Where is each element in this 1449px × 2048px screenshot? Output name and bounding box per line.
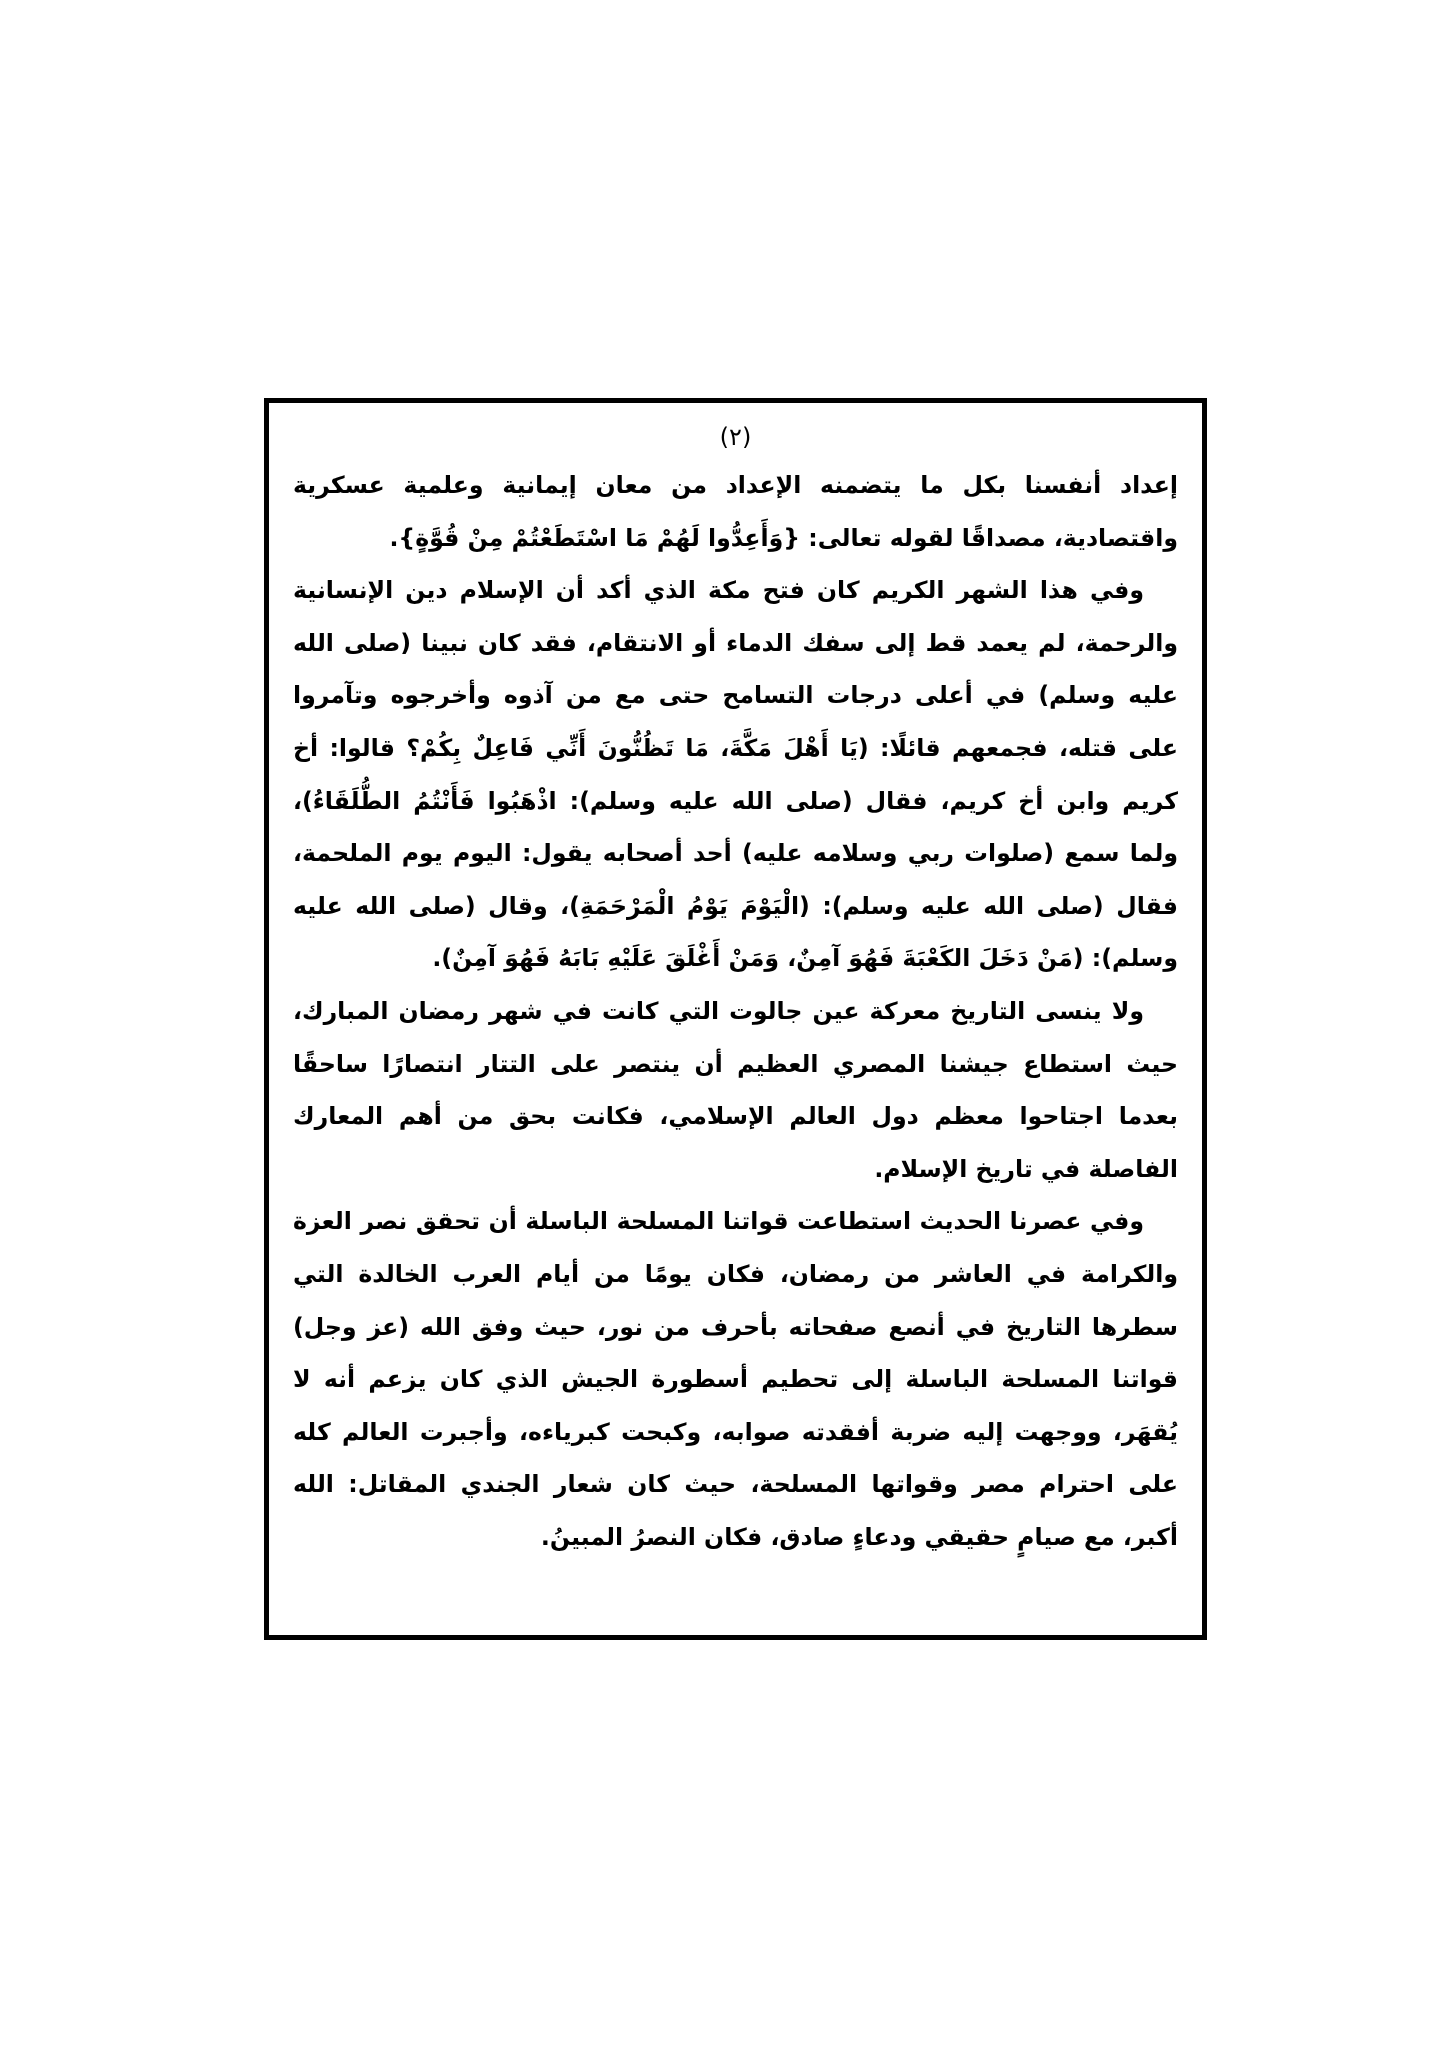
paragraph-tenth-of-ramadan: وفي عصرنا الحديث استطاعت قواتنا المسلحة الباسلة أن تحقق نصر العزة والكرامة في العاشر من رمضان، فكان يومًا من أيام العرب الخالدة التي سطرها التاريخ في أنصع صفحاته بأحرف من نور، حيث وفق الله (عز وجل) قواتنا المسلحة الباسلة إلى تحطيم أسطورة الجيش الذي كان يزعم أنه لا يُقهَر، ووجهت إليه ضربة أفقدته صوابه، وكبحت كبرياءه، وأجبرت العالم كله على احترام مصر وقواتها المسلحة، حيث كان شعار الجندي المقاتل: الله أكبر، مع صيامٍ حقيقي ودعاءٍ صادق، فكان النصرُ المبينُ. (293, 1207, 1178, 1551)
paragraph-conquest-of-mecca: وفي هذا الشهر الكريم كان فتح مكة الذي أكد أن الإسلام دين الإنسانية والرحمة، لم يعمد قط إلى سفك الدماء أو الانتقام، فقد كان نبينا (صلى الله عليه وسلم) في أعلى درجات التسامح حتى مع من آذوه وأخرجوه وتآمروا على قتله، فجمعهم قائلًا: (يَا أَهْلَ مَكَّةَ، مَا تَظُنُّونَ أَنِّي فَاعِلٌ بِكُمْ؟ قالوا: أخ كريم وابن أخ كريم، فقال (صلى الله عليه وسلم): اذْهَبُوا فَأَنْتُمُ الطُّلَقَاءُ)، ولما سمع (صلوات ربي وسلامه عليه) أحد أصحابه يقول: اليوم يوم الملحمة، فقال (صلى الله عليه وسلم): (الْيَوْمَ يَوْمُ الْمَرْحَمَةِ)، وقال (صلى الله عليه وسلم): (مَنْ دَخَلَ الكَعْبَةَ فَهُوَ آمِنٌ، وَمَنْ أَغْلَقَ عَلَيْهِ بَابَهُ فَهُوَ آمِنٌ). (293, 576, 1178, 973)
page-frame (264, 398, 1207, 1640)
paragraph-ain-jalut: ولا ينسى التاريخ معركة عين جالوت التي كانت في شهر رمضان المبارك، حيث استطاع جيشنا المصري العظيم أن ينتصر على التتار انتصارًا ساحقًا بعدما اجتاحوا معظم دول العالم الإسلامي، فكانت بحق من أهم المعارك الفاصلة في تاريخ الإسلام. (293, 996, 1178, 1183)
paragraph-preparation: إعداد أنفسنا بكل ما يتضمنه الإعداد من معان إيمانية وعلمية عسكرية واقتصادية، مصداقًا لقوله تعالى: {وَأَعِدُّوا لَهُمْ مَا اسْتَطَعْتُمْ مِنْ قُوَّةٍ}. (293, 471, 1178, 552)
page-number: (٢) (719, 423, 752, 451)
